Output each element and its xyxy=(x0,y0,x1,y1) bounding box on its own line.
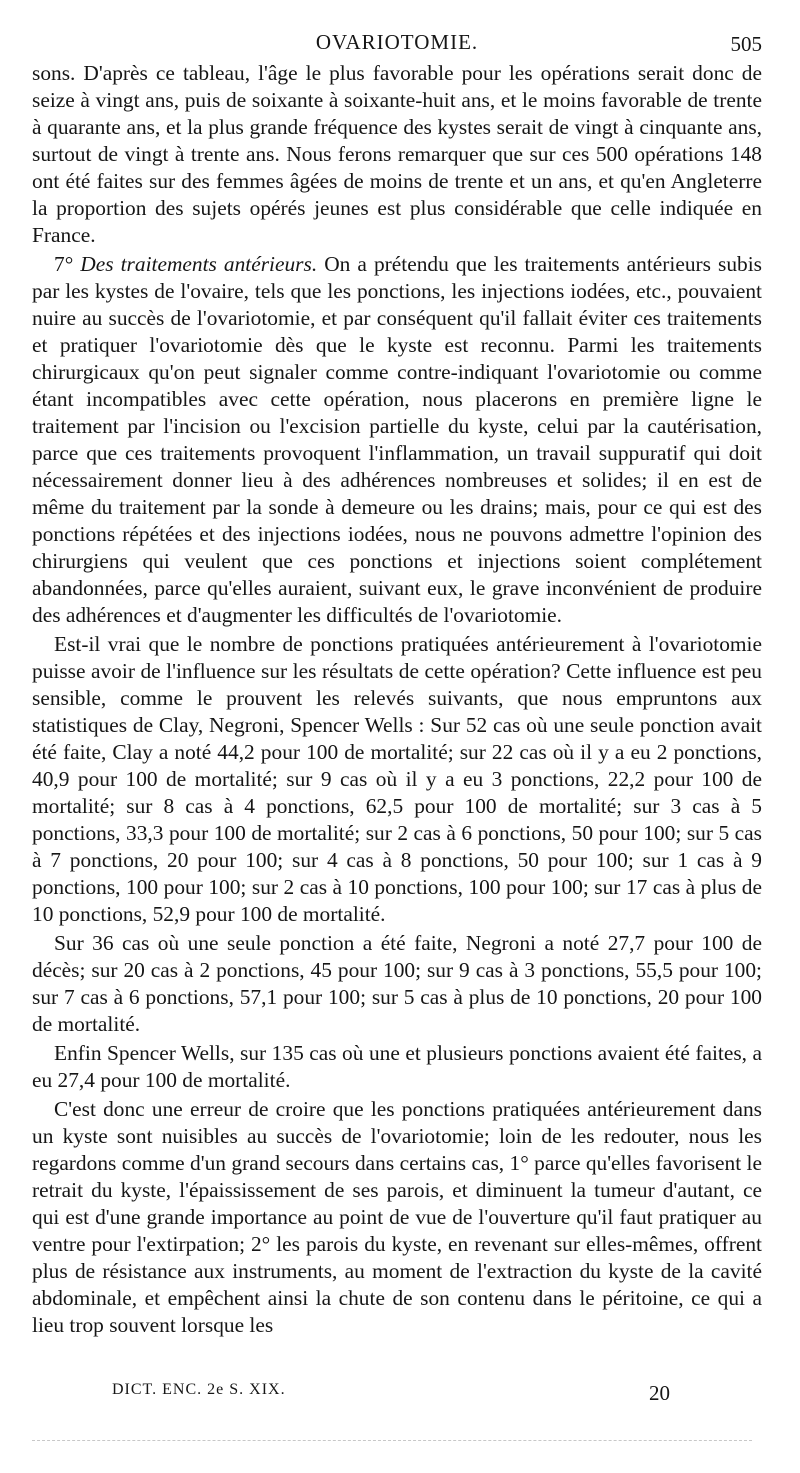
paragraph-continuation: sons. D'après ce tableau, l'âge le plus favorable pour les opérations serait donc de seize à vingt ans, puis de soixante à soixante-huit ans, et le moins favorable de trente à quarante ans, et la plus grande fréquence des kystes serait de vingt à cinquante ans, surtout de vingt à trente ans. Nous ferons remarquer que sur ces 500 opérations 148 ont été faites sur des femmes âgées de moins de trente et un ans, et qu'en Angleterre la proportion des sujets opérés jeunes est plus considérable que celle indiquée en France. xyxy=(32,61,762,247)
paragraph-clay-statistics: Est-il vrai que le nombre de ponctions pratiquées antérieurement à l'ovariotomie puisse avoir de l'influence sur les résultats de cette opération? Cette influence est peu sensible, comme le prouvent les relevés suivants, que nous empruntons aux statistiques de Clay, Negroni, Spencer Wells : Sur 52 cas où une seule ponction avait été faite, Clay a noté 44,2 pour 100 de mortalité; sur 22 cas où il y a eu 2 ponctions, 40,9 pour 100 de mortalité; sur 9 cas où il y a eu 3 ponctions, 22,2 pour 100 de mortalité; sur 8 cas à 4 ponctions, 62,5 pour 100 de mortalité; sur 3 cas à 5 ponctions, 33,3 pour 100 de mortalité; sur 2 cas à 6 ponctions, 50 pour 100; sur 5 cas à 7 ponctions, 20 pour 100; sur 4 cas à 8 ponctions, 50 pour 100; sur 1 cas à 9 ponctions, 100 pour 100; sur 2 cas à 10 ponctions, 100 pour 100; sur 17 cas à plus de 10 ponctions, 52,9 pour 100 de mortalité. xyxy=(32,632,762,926)
body-text xyxy=(32,60,762,1341)
page-header xyxy=(32,28,762,58)
running-title: OVARIOTOMIE. xyxy=(315,30,479,54)
paragraph-negroni-statistics: Sur 36 cas où une seule ponction a été faite, Negroni a noté 27,7 pour 100 de décès; sur 20 cas à 2 ponctions, 45 pour 100; sur 9 cas à 3 ponctions, 55,5 pour 100; sur 7 cas à 6 ponctions, 57,1 pour 100; sur 5 cas à plus de 10 ponctions, 20 pour 100 de mortalité. xyxy=(32,931,762,1036)
section-text: On a prétendu que les traitements antérieurs subis par les kystes de l'ovaire, tels que les ponctions, les injections iodées, etc., pouvaient nuire au succès de l'ovariotomie, et par conséquent qu'il fallait éviter ces traitements et pratiquer l'ovariotomie dès que le kyste est reconnu. Parmi les traitements chirurgicaux qu'on peut signaler comme contre-indiquant l'ovariotomie ou comme étant incompatibles avec cette opération, nous placerons en première ligne le traitement par l'incision ou l'excision partielle du kyste, celui par la cautérisation, parce que ces traitements provoquent l'inflammation, un travail suppuratif qui doit nécessairement donner lieu à des adhérences nombreuses et solides; il en est de même du traitement par la sonde à demeure ou les drains; mais, pour ce qui est des ponctions répétées et des injections iodées, nous ne pouvons admettre l'opinion des chirurgiens qui veulent que ces ponctions et injections soient complétement abandonnées, parce qu'elles auraient, suivant eux, le grave inconvénient de produire des adhérences et d'augmenter les difficultés de l'ovariotomie. xyxy=(32,252,762,627)
paragraph-conclusion: C'est donc une erreur de croire que les ponctions pratiquées antérieurement dans un kyste sont nuisibles au succès de l'ovariotomie; loin de les redouter, nous les regardons comme d'un grand secours dans certains cas, 1° parce qu'elles favorisent le retrait du kyste, l'épaississement de ses parois, et diminuent la tumeur d'autant, ce qui est d'une grande importance au point de vue de l'ouverture qu'il faut pratiquer au ventre pour l'extirpation; 2° les parois du kyste, en revenant sur elles-mêmes, offrent plus de résistance aux instruments, au moment de l'extraction du kyste de la cavité abdominale, et empêchent ainsi la chute de son contenu dans le péritoine, ce qui a lieu trop souvent lorsque les xyxy=(32,1097,762,1337)
signature-mark: DICT. ENC. 2e S. XIX. xyxy=(112,1381,286,1398)
section-heading: Des traitements antérieurs. xyxy=(80,252,318,276)
bottom-divider xyxy=(32,1440,752,1441)
page-number: 505 xyxy=(730,32,762,56)
paragraph-section-7 xyxy=(32,251,762,629)
sheet-number: 20 xyxy=(649,1381,670,1405)
page-footer xyxy=(32,1373,762,1413)
paragraph-spencer-wells: Enfin Spencer Wells, sur 135 cas où une et plusieurs ponctions avaient été faites, a eu 27,4 pour 100 de mortalité. xyxy=(32,1041,762,1092)
section-number: 7° xyxy=(54,252,74,276)
